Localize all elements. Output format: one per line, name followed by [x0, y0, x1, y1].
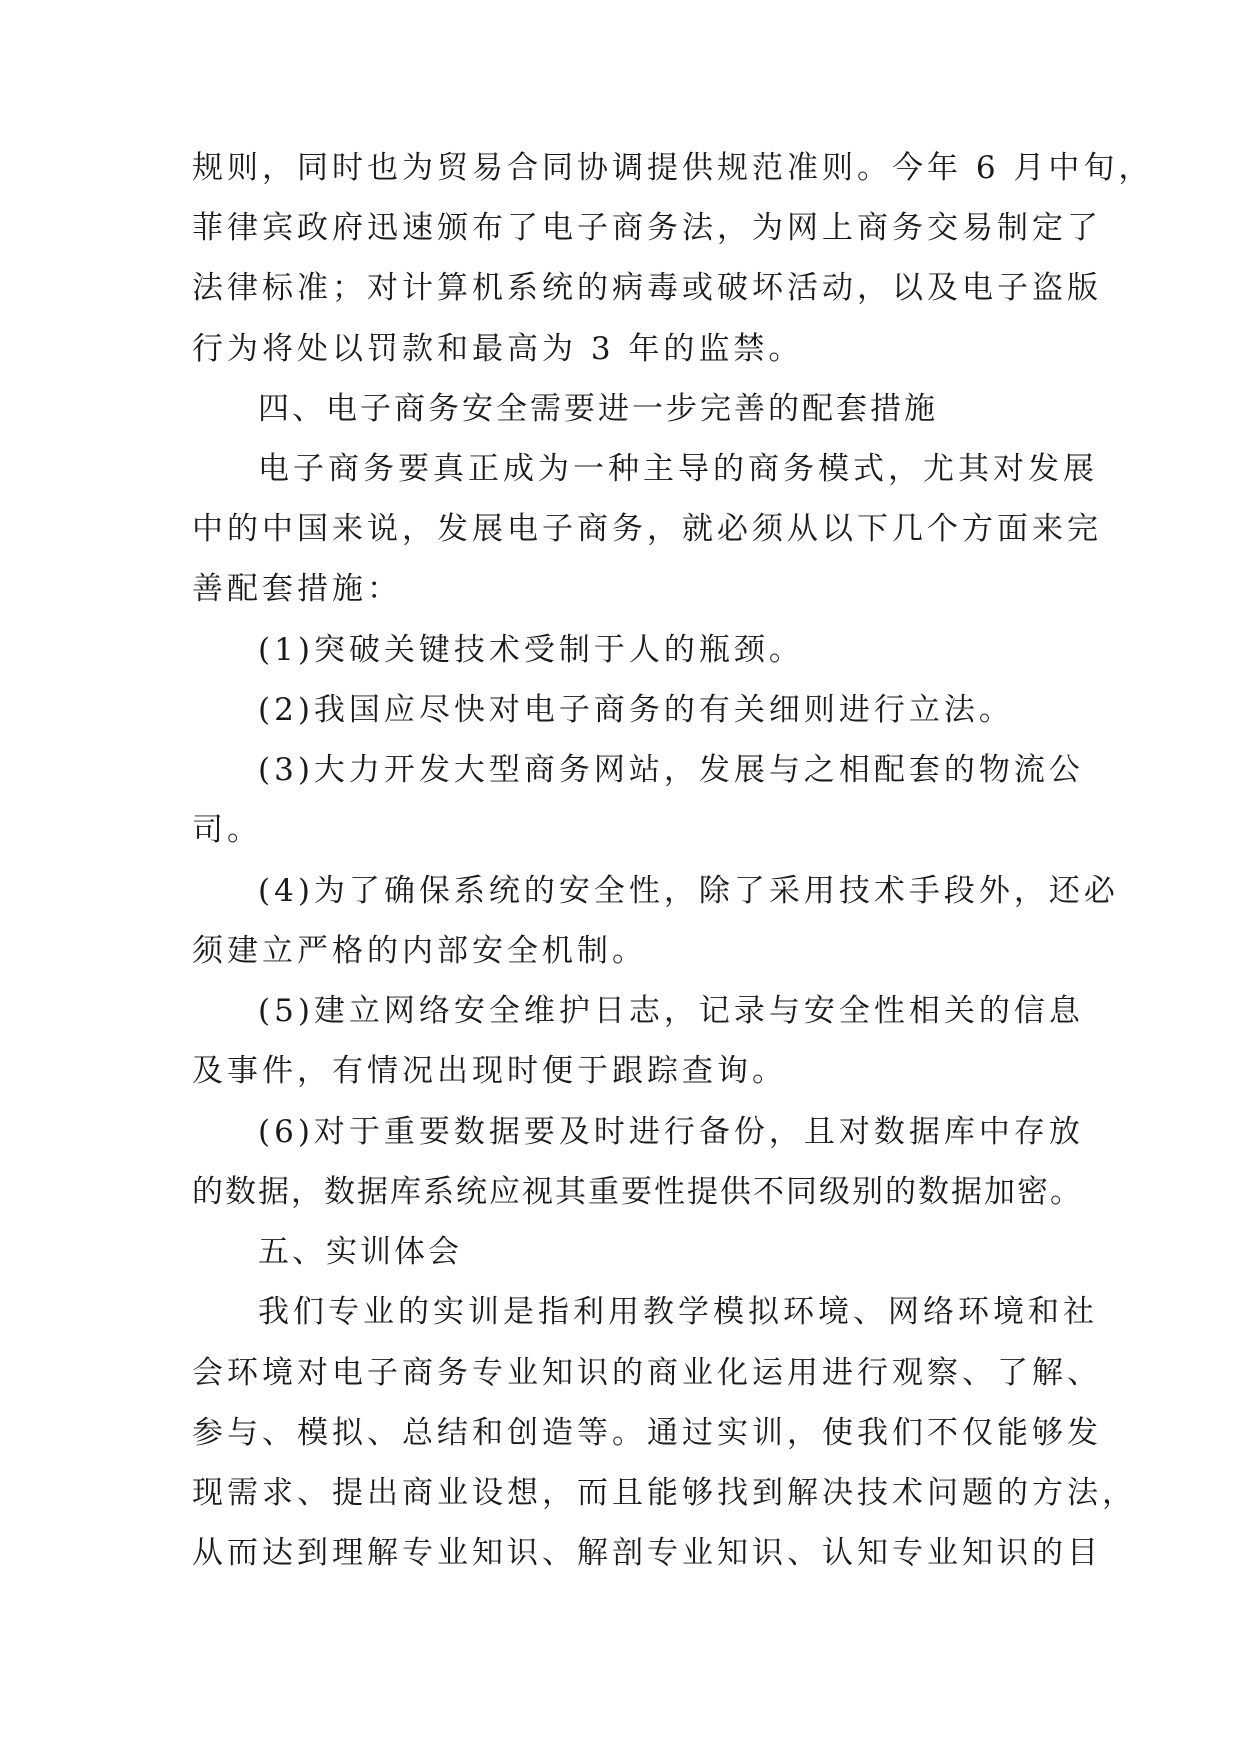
measure-2-line-1: (2)我国应尽快对电子商务的有关细则进行立法。 [258, 692, 1014, 728]
section-five-line-1: 我们专业的实训是指利用教学模拟环境、网络环境和社 [258, 1294, 1098, 1330]
section-five-line-3: 参与、模拟、总结和创造等。通过实训，使我们不仅能够发 [192, 1415, 1102, 1451]
intro-line-1: 规则，同时也为贸易合同协调提供规范准则。今年 6 月中旬， [192, 150, 1154, 186]
section-five-line-2: 会环境对电子商务专业知识的商业化运用进行观察、了解、 [192, 1355, 1102, 1391]
section-five-line-5: 从而达到理解专业知识、解剖专业知识、认知专业知识的目 [192, 1535, 1102, 1571]
section-four-heading: 四、电子商务安全需要进一步完善的配套措施 [258, 391, 938, 427]
section-five-heading: 五、实训体会 [258, 1234, 462, 1270]
measure-4-line-1: (4)为了确保系统的安全性，除了采用技术手段外，还必 [258, 873, 1119, 909]
section-five-line-4: 现需求、提出商业设想，而且能够找到解决技术问题的方法， [192, 1475, 1137, 1511]
measure-6-line-2: 的数据，数据库系统应视其重要性提供不同级别的数据加密。 [192, 1174, 1083, 1210]
measure-3-line-2: 司。 [192, 812, 262, 848]
measure-5-line-2: 及事件，有情况出现时便于跟踪查询。 [192, 1053, 787, 1089]
measure-6-line-1: (6)对于重要数据要及时进行备份，且对数据库中存放 [258, 1114, 1084, 1150]
measure-1-line-1: (1)突破关键技术受制于人的瓶颈。 [258, 632, 804, 668]
section-four-intro-line-1: 电子商务要真正成为一种主导的商务模式，尤其对发展 [258, 451, 1098, 487]
measure-3-line-1: (3)大力开发大型商务网站，发展与之相配套的物流公 [258, 752, 1084, 788]
intro-line-3: 法律标准；对计算机系统的病毒或破坏活动，以及电子盗版 [192, 270, 1102, 306]
measure-5-line-1: (5)建立网络安全维护日志，记录与安全性相关的信息 [258, 993, 1084, 1029]
measure-4-line-2: 须建立严格的内部安全机制。 [192, 933, 647, 969]
intro-line-4: 行为将处以罚款和最高为 3 年的监禁。 [192, 331, 804, 367]
section-four-intro-line-3: 善配套措施： [192, 571, 402, 607]
intro-line-2: 菲律宾政府迅速颁布了电子商务法，为网上商务交易制定了 [192, 210, 1102, 246]
section-four-intro-line-2: 中的中国来说，发展电子商务，就必须从以下几个方面来完 [192, 511, 1102, 547]
